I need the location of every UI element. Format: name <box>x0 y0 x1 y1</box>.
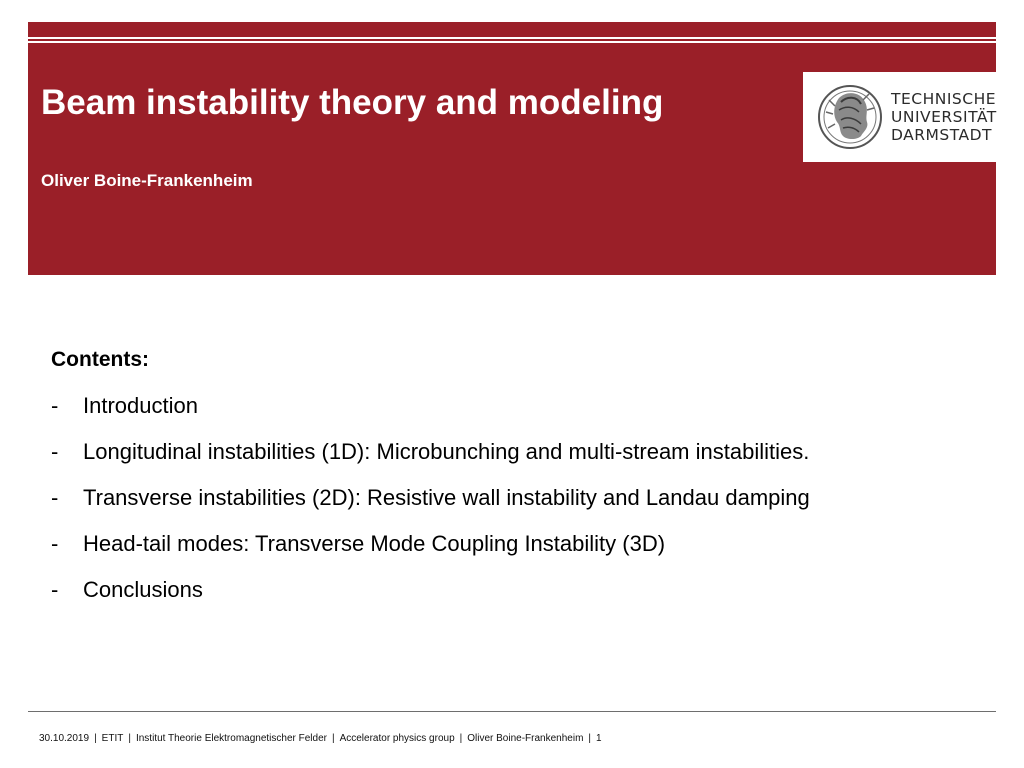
bullet-dash: - <box>51 485 59 510</box>
header-top-bar <box>28 22 996 37</box>
bullet-dash: - <box>51 439 59 464</box>
list-item-text: Head-tail modes: Transverse Mode Coupling Instability (3D) <box>83 531 666 556</box>
footer-separator: | <box>94 733 97 744</box>
footer-separator: | <box>459 733 463 744</box>
footer-group: Accelerator physics group <box>339 733 455 744</box>
footer-department: ETIT <box>101 733 124 744</box>
logo-line: UNIVERSITÄT <box>891 108 997 126</box>
list-item-text: Conclusions <box>83 577 203 602</box>
logo-line: DARMSTADT <box>891 126 993 144</box>
footer-date: 30.10.2019 <box>39 733 90 744</box>
footer-separator: | <box>588 733 592 744</box>
footer-page-number: 1 <box>596 733 602 744</box>
list-item-text: Introduction <box>83 393 198 418</box>
footer-separator: | <box>128 733 131 744</box>
athena-head-icon <box>817 80 883 154</box>
slide-title: Beam instability theory and modeling <box>41 83 664 122</box>
footer-separator: | <box>331 733 335 744</box>
logo-line: TECHNISCHE <box>891 90 997 108</box>
tu-darmstadt-logo <box>803 72 1012 162</box>
footer <box>39 732 602 746</box>
bullet-dash: - <box>51 531 59 556</box>
footer-author: Oliver Boine-Frankenheim <box>467 733 584 744</box>
contents-heading: Contents: <box>51 348 149 371</box>
bullet-dash: - <box>51 577 59 602</box>
list-item-text: Transverse instabilities (2D): Resistive wall instability and Landau damping <box>83 485 810 510</box>
header-top-line <box>28 39 996 41</box>
slide-author: Oliver Boine-Frankenheim <box>41 171 253 190</box>
bullet-dash: - <box>51 393 59 418</box>
list-item-text: Longitudinal instabilities (1D): Microbunching and multi-stream instabilities. <box>83 439 810 464</box>
footer-divider <box>28 711 996 712</box>
footer-institute: Institut Theorie Elektromagnetischer Felder <box>135 733 327 744</box>
logo-wordmark <box>891 90 997 144</box>
